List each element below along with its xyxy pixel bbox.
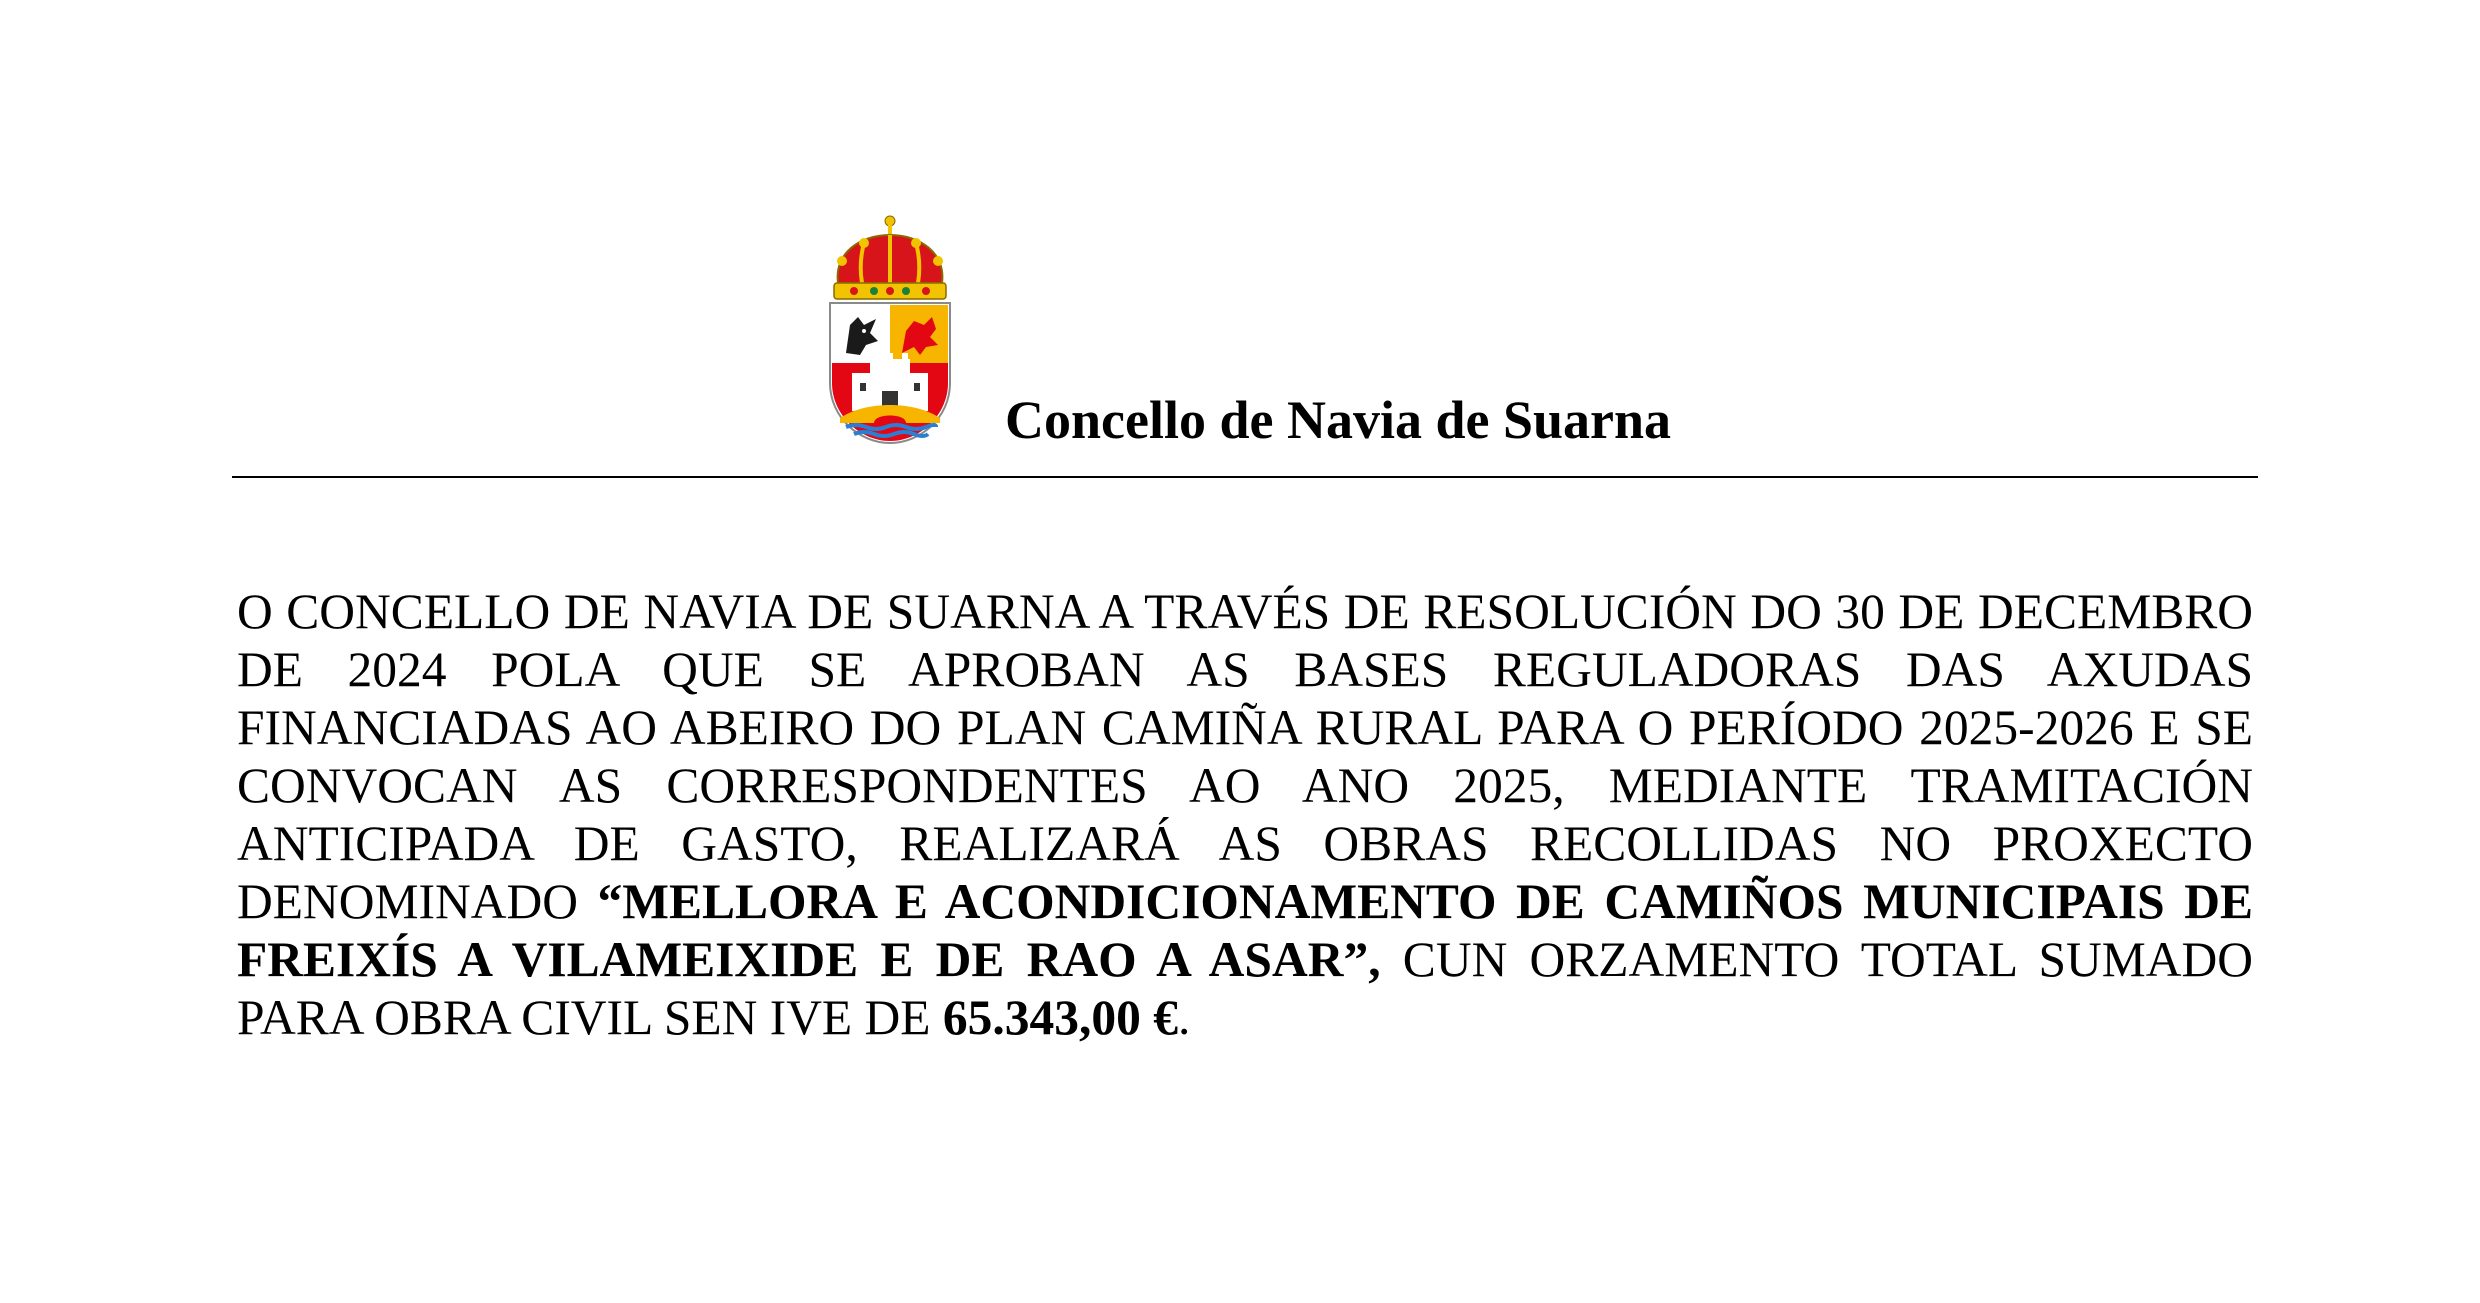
municipal-coat-of-arms-icon: [820, 213, 960, 448]
project-name: “MELLORA E ACONDICIONAMENTO DE CAMIÑOS MUNICIPAIS DE FREIXÍS A VILAMEIXIDE E DE RAO A ASAR”,: [237, 874, 2253, 987]
notice-text-intro: O CONCELLO DE NAVIA DE SUARNA A TRAVÉS DE RESOLUCIÓN DO 30 DE DECEMBRO DE 2024 POLA QUE SE APROBAN AS BASES REGULADORAS DAS AXUDAS FINANCIADAS AO ABEIRO DO PLAN CAMIÑA RURAL PARA O PERÍODO 2025-2026 E SE CONVOCAN AS CORRESPONDENTES AO ANO 2025, MEDIANTE TRAMITACIÓN ANTICIPADA DE GASTO, REALIZARÁ AS OBRAS RECOLLIDAS NO PROXECTO DENOMINADO: [237, 584, 2253, 929]
crown-icon: [834, 216, 946, 299]
organization-name: Concello de Navia de Suarna: [1005, 390, 1672, 450]
shield-icon: [830, 303, 950, 443]
notice-paragraph: [237, 583, 2253, 1047]
budget-amount: 65.343,00 €: [942, 990, 1179, 1045]
notice-text-budget: CUN ORZAMENTO TOTAL SUMADO PARA OBRA CIVIL SEN IVE DE: [237, 932, 2253, 1045]
notice-text-end: .: [1178, 990, 1191, 1045]
header-divider: [232, 476, 2258, 478]
